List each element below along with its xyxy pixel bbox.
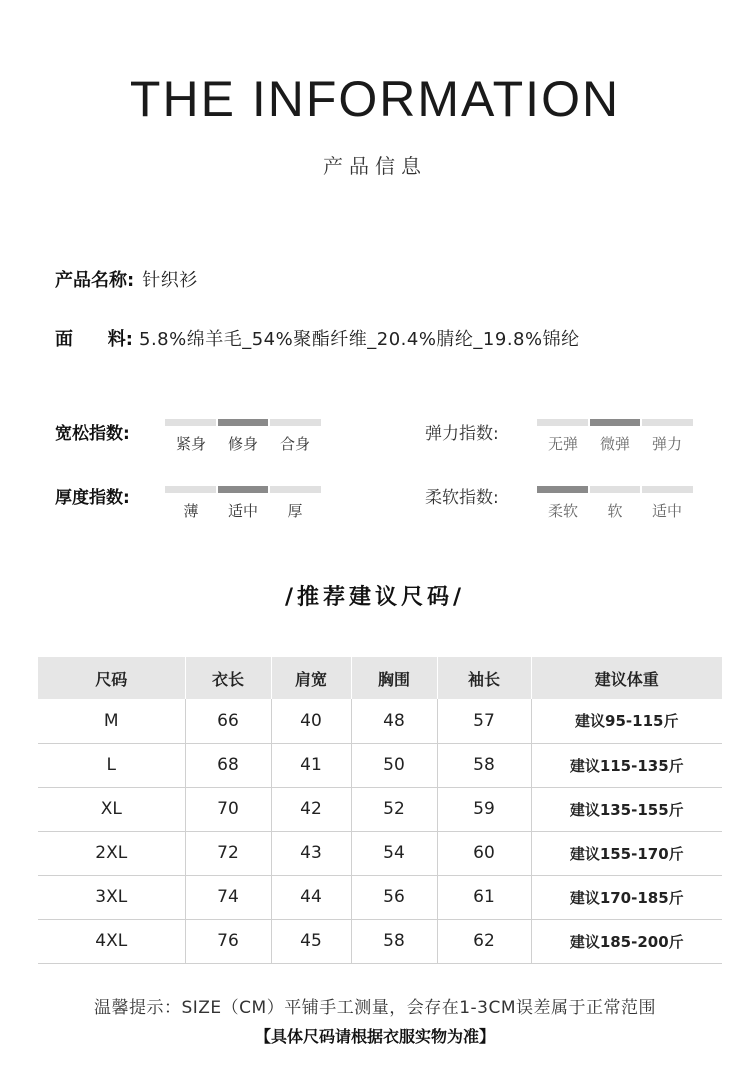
table-row [38, 699, 722, 743]
elasticity-option-slight: 微弹 [599, 435, 630, 453]
softness-index-label: 柔软指数: [425, 488, 499, 508]
cell-weight: 建议185-200斤 [531, 919, 722, 963]
cell-chest: 50 [351, 743, 437, 787]
fabric-label [55, 325, 133, 351]
thickness-option-medium: 适中 [227, 502, 258, 520]
fit-option-slim: 修身 [227, 435, 258, 453]
header-sleeve: 袖长 [437, 657, 531, 699]
cell-size: 4XL [38, 919, 185, 963]
size-table [38, 657, 722, 964]
thickness-segment-thin [165, 486, 216, 493]
cell-chest: 58 [351, 919, 437, 963]
fabric-label-part-a: 面 [55, 329, 73, 350]
softness-segment-soft [537, 486, 588, 493]
softness-option-soft: 柔软 [547, 502, 578, 520]
cell-weight: 建议155-170斤 [531, 831, 722, 875]
cell-sleeve: 58 [437, 743, 531, 787]
cell-sleeve: 59 [437, 787, 531, 831]
thickness-segment-medium [218, 486, 269, 493]
thickness-index-scale [165, 486, 321, 521]
elasticity-segment-slight [590, 419, 641, 426]
softness-segment-medium [642, 486, 693, 493]
cell-shoulder: 42 [271, 787, 351, 831]
cell-shoulder: 43 [271, 831, 351, 875]
product-name-label: 产品名称: [55, 270, 135, 291]
softness-option-medium: 适中 [651, 502, 682, 520]
fit-option-regular: 合身 [279, 435, 310, 453]
fabric-row [55, 325, 580, 351]
cell-shoulder: 40 [271, 699, 351, 743]
fit-segment-regular [270, 419, 321, 426]
header-length: 衣长 [185, 657, 271, 699]
cell-length: 68 [185, 743, 271, 787]
cell-shoulder: 44 [271, 875, 351, 919]
cell-size: XL [38, 787, 185, 831]
fit-option-tight: 紧身 [175, 435, 206, 453]
cell-weight: 建议115-135斤 [531, 743, 722, 787]
elasticity-segment-elastic [642, 419, 693, 426]
fabric-label-part-b: 料: [107, 329, 133, 350]
thickness-option-thin: 薄 [183, 502, 199, 520]
cell-weight: 建议95-115斤 [531, 699, 722, 743]
cell-size: M [38, 699, 185, 743]
elasticity-index-label: 弹力指数: [425, 424, 499, 444]
measurement-note: 温馨提示：SIZE（CM）平铺手工测量，会存在1-3CM误差属于正常范围 [93, 998, 657, 1018]
header-size: 尺码 [38, 657, 185, 699]
size-section-title: /推荐建议尺码/ [284, 585, 466, 610]
cell-sleeve: 60 [437, 831, 531, 875]
elasticity-option-elastic: 弹力 [651, 435, 682, 453]
header-chest: 胸围 [351, 657, 437, 699]
elasticity-option-none: 无弹 [547, 435, 578, 453]
cell-weight: 建议170-185斤 [531, 875, 722, 919]
elasticity-segment-none [537, 419, 588, 426]
header-shoulder: 肩宽 [271, 657, 351, 699]
header-weight: 建议体重 [531, 657, 722, 699]
cell-size: L [38, 743, 185, 787]
fit-segment-tight [165, 419, 216, 426]
cell-shoulder: 45 [271, 919, 351, 963]
softness-option-slightly-soft: 软 [607, 502, 623, 520]
table-row [38, 831, 722, 875]
cell-length: 72 [185, 831, 271, 875]
cell-sleeve: 62 [437, 919, 531, 963]
product-name-row [55, 266, 198, 292]
cell-weight: 建议135-155斤 [531, 787, 722, 831]
table-row [38, 743, 722, 787]
cell-shoulder: 41 [271, 743, 351, 787]
table-row [38, 875, 722, 919]
cell-chest: 54 [351, 831, 437, 875]
table-row [38, 787, 722, 831]
thickness-index-label: 厚度指数: [55, 488, 130, 508]
page-title: THE INFORMATION [129, 71, 621, 127]
cell-sleeve: 61 [437, 875, 531, 919]
softness-segment-slightly-soft [590, 486, 641, 493]
cell-length: 74 [185, 875, 271, 919]
size-table-header [38, 657, 722, 699]
page-subtitle: 产品信息 [323, 154, 427, 178]
size-disclaimer: 【具体尺码请根据衣服实物为准】 [254, 1027, 495, 1046]
elasticity-index-scale [537, 419, 693, 454]
cell-chest: 48 [351, 699, 437, 743]
cell-chest: 56 [351, 875, 437, 919]
cell-chest: 52 [351, 787, 437, 831]
cell-sleeve: 57 [437, 699, 531, 743]
table-row [38, 919, 722, 963]
fit-index-label: 宽松指数: [55, 424, 130, 444]
fabric-value: 5.8%绵羊毛_54%聚酯纤维_20.4%腈纶_19.8%锦纶 [139, 329, 580, 350]
cell-length: 76 [185, 919, 271, 963]
thickness-option-thick: 厚 [287, 502, 303, 520]
cell-size: 2XL [38, 831, 185, 875]
thickness-segment-thick [270, 486, 321, 493]
fit-segment-slim [218, 419, 269, 426]
cell-size: 3XL [38, 875, 185, 919]
fit-index-scale [165, 419, 321, 454]
cell-length: 66 [185, 699, 271, 743]
product-name-value: 针织衫 [142, 270, 198, 291]
softness-index-scale [537, 486, 693, 521]
cell-length: 70 [185, 787, 271, 831]
